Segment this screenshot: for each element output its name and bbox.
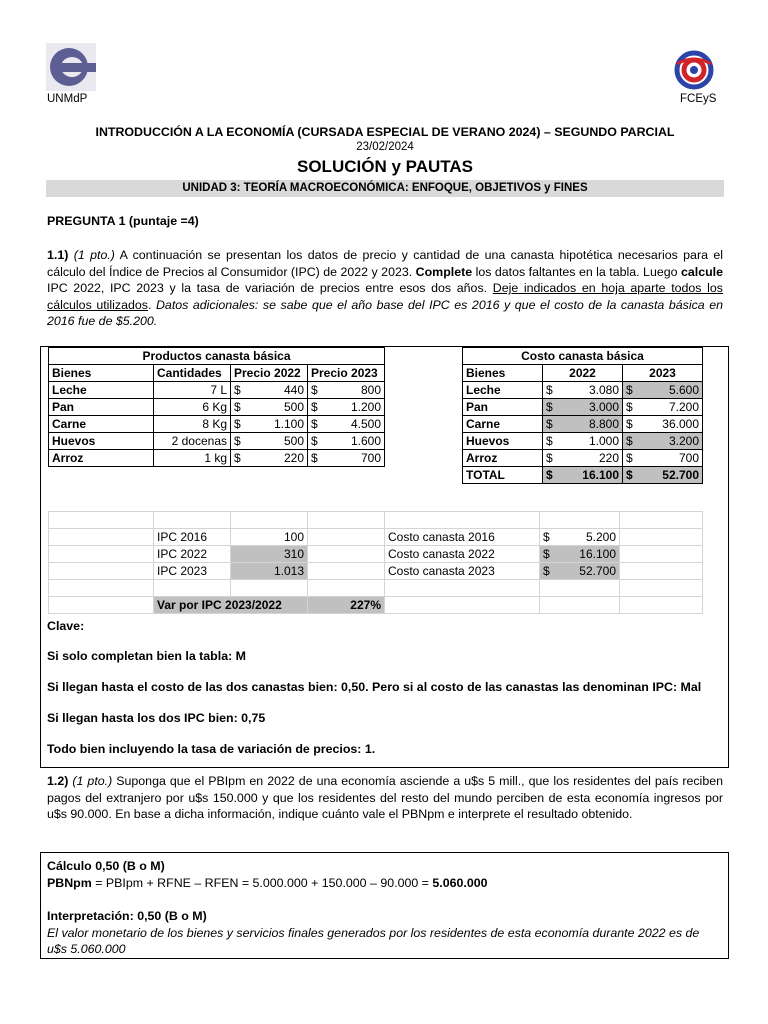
cost-2022 (543, 399, 623, 416)
price-2022-value: 500 (283, 434, 304, 448)
price-2023-value: 1.200 (350, 400, 381, 414)
fceys-logo (668, 50, 720, 90)
currency-sign: $ (626, 400, 633, 414)
q11-text-b: Complete (415, 264, 473, 279)
cost-title: Costo canasta básica (463, 348, 703, 365)
cost-2022 (543, 416, 623, 433)
calc-title: Cálculo 0,50 (B o M) (47, 859, 165, 873)
costo-2022-value: 16.100 (579, 547, 616, 561)
cost-2023-value: 7.200 (668, 400, 699, 414)
q11-points: (1 pto.) (73, 248, 115, 262)
product-name: Pan (49, 399, 154, 416)
cost-2023-value: 700 (678, 451, 699, 465)
q11-text-d: calcule (680, 264, 723, 279)
total-2023-value: 52.700 (662, 468, 699, 482)
total-2023 (623, 467, 703, 484)
currency-sign: $ (626, 468, 633, 482)
q11-number: 1.1) (47, 248, 69, 262)
product-qty: 8 Kg (154, 416, 231, 433)
clave-line-3: Si llegan hasta los dos IPC bien: 0,75 (47, 711, 266, 725)
cost-header: 2023 (623, 365, 703, 382)
product-price-2023 (308, 382, 385, 399)
ipc-2022-value: 310 (231, 546, 308, 563)
exam-date: 23/02/2024 (356, 141, 414, 153)
costo-2016-label: Costo canasta 2016 (385, 529, 540, 546)
product-name: Carne (49, 416, 154, 433)
q11-text-h: Datos adicionales: se sabe que el año base del IPC es 2016 y que el costo de la canasta básica en 2016 fue de $5.200. (47, 297, 723, 328)
products-table (48, 347, 385, 467)
interp-text: El valor monetario de los bienes y servicios finales generados por los residentes de esta economía durante 2022 es de u$s 5.060.000 (47, 925, 700, 956)
cost-item-name: Leche (463, 382, 543, 399)
course-title: INTRODUCCIÓN A LA ECONOMÍA (CURSADA ESPECIAL DE VERANO 2024) – SEGUNDO PARCIAL (95, 125, 675, 139)
cost-2023 (623, 450, 703, 467)
currency-sign: $ (626, 434, 633, 448)
q11-text-c: los datos faltantes en la tabla. Luego (472, 264, 681, 279)
table-row (49, 433, 385, 450)
q11-text-a: A continuación se presentan los datos de precio y cantidad de una canasta hipotética necesarios para el cálculo del Índice de Precios al Consumidor (IPC) de 2022 y 2023. (47, 248, 723, 279)
currency-sign: $ (546, 400, 553, 414)
table-row (463, 382, 703, 399)
product-qty: 7 L (154, 382, 231, 399)
answer-box (40, 852, 729, 959)
currency-sign: $ (234, 451, 241, 465)
product-price-2022 (231, 399, 308, 416)
q12-body: Suponga que el PBIpm en 2022 de una economía asciende a u$s 5 mill., que los residentes del país reciben pagos del extranjero por u$s 150.000 y que los residentes del resto del mundo perciben de esta economía ingresos por u$s 90.000. En base a dicha información, indique cuánto vale el PBNpm e interprete el resultado obtenido. (47, 774, 723, 821)
formula-result: 5.060.000 (432, 875, 488, 890)
product-price-2022 (231, 382, 308, 399)
unit-banner: UNIDAD 3: TEORÍA MACROECONÓMICA: ENFOQUE, OBJETIVOS y FINES (46, 180, 724, 197)
formula-line (47, 875, 722, 892)
product-price-2023 (308, 450, 385, 467)
question-1-title: PREGUNTA 1 (puntaje =4) (47, 214, 199, 228)
clave-line-2: Si llegan hasta el costo de las dos canastas bien: 0,50. Pero si al costo de las canastas las denominan IPC: Mal (47, 680, 702, 694)
cost-item-name: Carne (463, 416, 543, 433)
q12-points: (1 pto.) (72, 774, 113, 788)
product-price-2023 (308, 399, 385, 416)
currency-sign: $ (546, 451, 553, 465)
price-2023-value: 700 (360, 451, 381, 465)
cost-2022 (543, 450, 623, 467)
total-label: TOTAL (463, 467, 543, 484)
clave-line-1: Si solo completan bien la tabla: M (47, 649, 246, 663)
table-row (463, 433, 703, 450)
variation-value: 227% (308, 597, 385, 614)
cost-header: Bienes (463, 365, 543, 382)
currency-sign: $ (546, 468, 553, 482)
currency-sign: $ (626, 383, 633, 397)
table-row (49, 382, 385, 399)
question-1-2-text (47, 773, 723, 823)
currency-sign: $ (543, 547, 550, 561)
currency-sign: $ (234, 417, 241, 431)
products-title: Productos canasta básica (49, 348, 385, 365)
currency-sign: $ (234, 400, 241, 414)
currency-sign: $ (546, 417, 553, 431)
formula-body: = PBIpm + RFNE – RFEN = 5.000.000 + 150.000 – 90.000 = (91, 875, 433, 890)
product-qty: 6 Kg (154, 399, 231, 416)
product-price-2023 (308, 416, 385, 433)
costo-2023 (540, 563, 620, 580)
q11-text-f: Deje indicados en hoja aparte todos los cálculos utilizados (47, 281, 723, 312)
price-2023-value: 4.500 (350, 417, 381, 431)
costo-2023-label: Costo canasta 2023 (385, 563, 540, 580)
table-row (463, 416, 703, 433)
product-price-2022 (231, 433, 308, 450)
product-name: Arroz (49, 450, 154, 467)
price-2023-value: 1.600 (350, 434, 381, 448)
table-row (49, 416, 385, 433)
product-qty: 2 docenas (154, 433, 231, 450)
clave-line-4: Todo bien incluyendo la tasa de variación de precios: 1. (47, 742, 376, 756)
ipc-2023-value: 1.013 (231, 563, 308, 580)
fceys-label: FCEyS (680, 93, 717, 105)
question-1-1-text (47, 247, 723, 330)
currency-sign: $ (311, 417, 318, 431)
product-name: Leche (49, 382, 154, 399)
currency-sign: $ (543, 564, 550, 578)
currency-sign: $ (626, 451, 633, 465)
cost-2022-value: 1.000 (588, 434, 619, 448)
cost-2022-value: 3.000 (588, 400, 619, 414)
table-row (463, 399, 703, 416)
price-2023-value: 800 (360, 383, 381, 397)
cost-2023-value: 3.200 (668, 434, 699, 448)
cost-2022-value: 220 (598, 451, 619, 465)
cost-header: 2022 (543, 365, 623, 382)
currency-sign: $ (626, 417, 633, 431)
cost-2023-value: 5.600 (668, 383, 699, 397)
variation-label: Var por IPC 2023/2022 (154, 597, 308, 614)
price-2022-value: 1.100 (273, 417, 304, 431)
unmdp-logo (46, 43, 96, 91)
currency-sign: $ (546, 383, 553, 397)
product-price-2022 (231, 416, 308, 433)
cost-2023 (623, 399, 703, 416)
costo-2023-value: 52.700 (579, 564, 616, 578)
cost-2023 (623, 433, 703, 450)
ipc-table (48, 511, 703, 614)
cost-item-name: Pan (463, 399, 543, 416)
cost-2023 (623, 382, 703, 399)
costo-2022 (540, 546, 620, 563)
ipc-2023-label: IPC 2023 (154, 563, 231, 580)
interp-title: Interpretación: 0,50 (B o M) (47, 909, 207, 923)
products-header: Cantidades (154, 365, 231, 382)
currency-sign: $ (311, 434, 318, 448)
formula-label: PBNpm (47, 875, 92, 890)
product-price-2023 (308, 433, 385, 450)
cost-2023 (623, 416, 703, 433)
price-2022-value: 500 (283, 400, 304, 414)
product-name: Huevos (49, 433, 154, 450)
costo-2016-value: 5.200 (585, 530, 616, 544)
cost-2022-value: 3.080 (588, 383, 619, 397)
costo-2016 (540, 529, 620, 546)
cost-table (462, 347, 703, 484)
currency-sign: $ (311, 400, 318, 414)
currency-sign: $ (311, 383, 318, 397)
table-row (49, 399, 385, 416)
cost-2023-value: 36.000 (662, 417, 699, 431)
price-2022-value: 220 (283, 451, 304, 465)
currency-sign: $ (234, 434, 241, 448)
q11-text-g: . (147, 297, 156, 312)
table-row (49, 450, 385, 467)
cost-item-name: Arroz (463, 450, 543, 467)
ipc-2016-label: IPC 2016 (154, 529, 231, 546)
total-2022 (543, 467, 623, 484)
q12-number: 1.2) (47, 774, 69, 788)
cost-item-name: Huevos (463, 433, 543, 450)
currency-sign: $ (543, 530, 550, 544)
product-price-2022 (231, 450, 308, 467)
products-header: Precio 2022 (231, 365, 308, 382)
total-2022-value: 16.100 (582, 468, 619, 482)
cost-2022-value: 8.800 (588, 417, 619, 431)
q11-text-e: IPC 2022, IPC 2023 y la tasa de variación de precios entre esos dos años. (47, 281, 493, 295)
currency-sign: $ (234, 383, 241, 397)
products-header: Bienes (49, 365, 154, 382)
ipc-2022-label: IPC 2022 (154, 546, 231, 563)
ipc-2016-value: 100 (231, 529, 308, 546)
table-row (463, 450, 703, 467)
costo-2022-label: Costo canasta 2022 (385, 546, 540, 563)
currency-sign: $ (546, 434, 553, 448)
cost-2022 (543, 433, 623, 450)
products-header: Precio 2023 (308, 365, 385, 382)
price-2022-value: 440 (283, 383, 304, 397)
page-title: SOLUCIÓN y PAUTAS (297, 157, 473, 176)
currency-sign: $ (311, 451, 318, 465)
product-qty: 1 kg (154, 450, 231, 467)
clave-title: Clave: (47, 619, 85, 633)
unmdp-label: UNMdP (47, 93, 88, 105)
cost-2022 (543, 382, 623, 399)
